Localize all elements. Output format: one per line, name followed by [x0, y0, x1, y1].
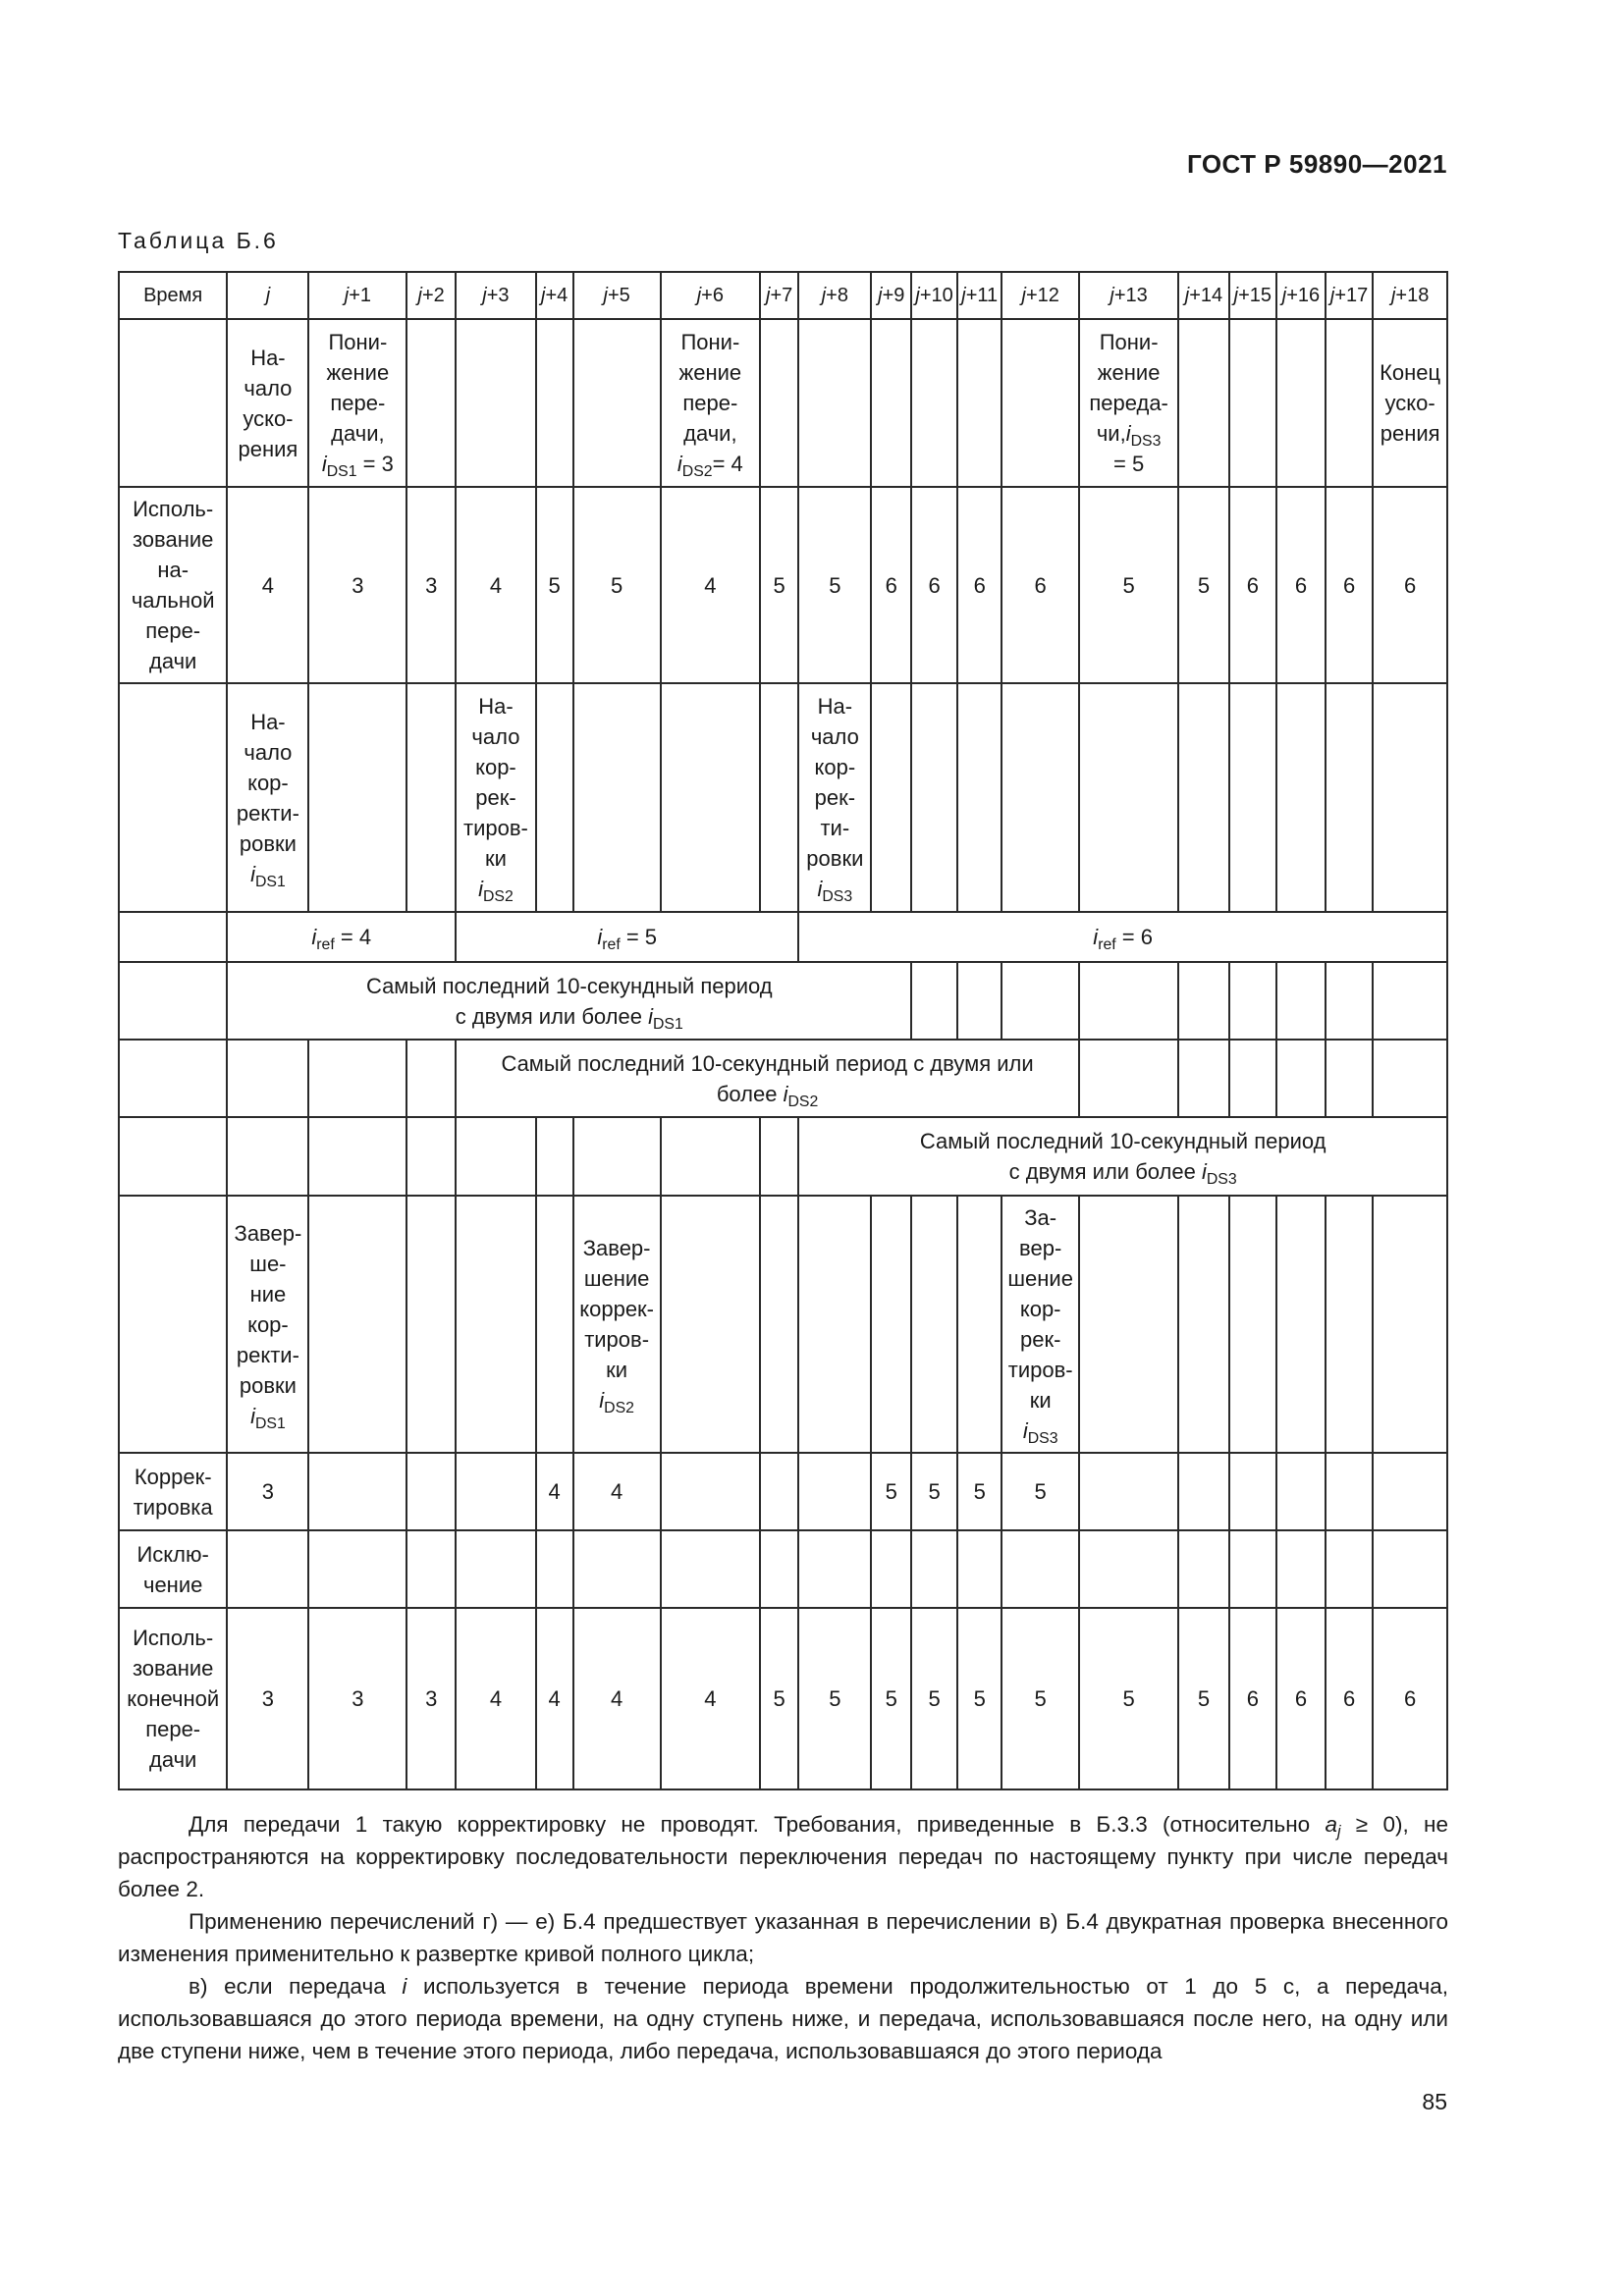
paragraph-2: Применению перечислений г) — е) Б.4 предшествует указанная в перечислении в) Б.4 двукратная проверка внесенного изменения применительно к развертке кривой полного цикла;	[118, 1909, 1448, 1966]
time-column-header	[1079, 272, 1178, 319]
gear-value-cell	[760, 1530, 798, 1608]
period-ds1-cell	[227, 962, 911, 1040]
gear-value-cell	[1178, 1453, 1228, 1530]
gear-value-cell	[456, 1453, 536, 1530]
gear-value-cell	[871, 1530, 911, 1608]
i-var: i	[783, 1081, 788, 1106]
gear-value-cell: 3	[227, 1608, 308, 1789]
gear-value-cell: 3	[227, 1453, 308, 1530]
gear-value-cell: 6	[1373, 1608, 1447, 1789]
gear-value-cell: 4	[456, 487, 536, 683]
gear-value-cell	[798, 1530, 871, 1608]
gear-value-cell	[798, 1453, 871, 1530]
time-column-header	[1178, 272, 1228, 319]
initial-gear-row	[119, 487, 1447, 683]
gear-value-cell	[1079, 1530, 1178, 1608]
gear-value-cell: 3	[308, 487, 406, 683]
accel-start-cell: На- чало уско- рения	[227, 319, 308, 487]
ds1-sub: DS1	[254, 1415, 286, 1432]
ds2-sub: DS2	[482, 888, 514, 905]
time-column-header	[536, 272, 573, 319]
iref-6-cell	[798, 912, 1447, 962]
i-var: i	[599, 1388, 605, 1413]
column-offset: +8	[826, 284, 848, 306]
ds2-sub: DS2	[604, 1400, 634, 1416]
column-offset: +6	[701, 284, 724, 306]
gear-value-cell: 5	[798, 1608, 871, 1789]
j-var: j	[482, 284, 487, 306]
column-offset: +9	[882, 284, 905, 306]
ref-sub: ref	[602, 936, 621, 953]
column-offset: +16	[1286, 284, 1321, 306]
column-offset: +1	[349, 284, 371, 306]
corr-end-ds1-cell	[227, 1196, 308, 1453]
gear-value-cell: 5	[1178, 487, 1228, 683]
gear-value-cell	[308, 1530, 406, 1608]
gear-value-cell	[227, 1530, 308, 1608]
gear-value-cell: 3	[406, 487, 456, 683]
ref-sub: ref	[1098, 936, 1116, 953]
time-column-header	[406, 272, 456, 319]
i-var: i	[597, 925, 603, 949]
downshift-ds3-text: Пони- жение переда- чи,	[1089, 330, 1168, 446]
i-var: i	[648, 1003, 653, 1029]
gear-value-cell: 6	[1229, 1608, 1276, 1789]
time-column-header	[760, 272, 798, 319]
time-column-header	[1326, 272, 1373, 319]
gear-value-cell: 5	[911, 1608, 957, 1789]
j-var: j	[878, 284, 883, 306]
gear-value-cell: 4	[573, 1608, 661, 1789]
ds3-sub: DS3	[1130, 433, 1162, 450]
time-column-header	[308, 272, 406, 319]
gear-value-cell	[661, 1530, 760, 1608]
time-label: Время	[119, 272, 227, 319]
column-offset: +15	[1238, 284, 1272, 306]
i-var: i	[1201, 1159, 1207, 1184]
time-column-header	[1001, 272, 1079, 319]
initial-gear-label: Исполь- зование на- чальной пере- дачи	[119, 487, 227, 683]
p3-end: используется в течение периода времени продолжительностью от 1 до 5 с, а передача, использовавшаяся до этого периода времени, на одну ступень ниже, и передача, использовавшаяся после него, на одну или две ступени ниже, чем в течение этого периода, либо передача, использовавшаяся до этого периода	[118, 1974, 1448, 2063]
gear-value-cell: 4	[661, 1608, 760, 1789]
gear-value-cell	[536, 1530, 573, 1608]
gear-value-cell: 6	[1276, 1608, 1326, 1789]
period-ds3-row	[119, 1117, 1447, 1196]
column-offset: +3	[486, 284, 510, 306]
i-var: i	[1093, 925, 1099, 949]
column-offset: +2	[422, 284, 445, 306]
period-ds3-text: Самый последний 10-секундный период с двумя или более	[919, 1129, 1326, 1184]
gear-value-cell: 6	[871, 487, 911, 683]
j-var: j	[1233, 284, 1239, 306]
gear-value-cell	[1276, 1453, 1326, 1530]
i-var: i	[677, 452, 682, 476]
downshift-ds3-cell	[1079, 319, 1178, 487]
ds1-sub: DS1	[254, 873, 286, 890]
column-offset: +4	[545, 284, 568, 306]
period-ds2-text: Самый последний 10-секундный период с двумя или более	[501, 1050, 1034, 1106]
column-offset: +5	[607, 284, 630, 306]
gear-value-cell	[1373, 1453, 1447, 1530]
gear-value-cell: 6	[1326, 487, 1373, 683]
j-var: j	[541, 284, 546, 306]
gear-value-cell: 5	[1178, 1608, 1228, 1789]
table-caption: Таблица Б.6	[118, 228, 279, 253]
p1-end: ≥ 0), не распространяются на корректировку последовательности переключения передач по настоящему пункту при числе передач более 2.	[118, 1812, 1448, 1901]
j-var: j	[821, 284, 827, 306]
i-var: i	[321, 452, 327, 476]
j-var: j	[961, 284, 966, 306]
i-var: i	[311, 925, 317, 949]
ref-sub: ref	[316, 936, 335, 953]
gear-value-cell	[406, 1453, 456, 1530]
gear-value-cell: 5	[573, 487, 661, 683]
gear-value-cell: 4	[536, 1608, 573, 1789]
correction-label: Коррек- тировка	[119, 1453, 227, 1530]
period-ds2-row	[119, 1040, 1447, 1117]
period-ds2-cell	[456, 1040, 1079, 1117]
time-column-header	[661, 272, 760, 319]
p3-start: в) если передача	[189, 1974, 403, 1999]
i-var: i	[1022, 1418, 1028, 1443]
gear-shift-table	[118, 271, 1448, 1790]
exclusion-row	[119, 1530, 1447, 1608]
i-var: i	[250, 861, 255, 886]
paragraph-3	[118, 1970, 1448, 2067]
final-gear-label: Исполь- зование конечной пере- дачи	[119, 1608, 227, 1789]
gear-value-cell: 6	[957, 487, 1001, 683]
column-offset: +7	[770, 284, 793, 306]
i-var: i	[478, 877, 483, 901]
correction-row	[119, 1453, 1447, 1530]
i-var: i	[250, 1403, 255, 1428]
gear-value-cell: 5	[871, 1608, 911, 1789]
gear-value-cell	[1326, 1530, 1373, 1608]
column-offset: +17	[1334, 284, 1369, 306]
gear-value-cell: 6	[1326, 1608, 1373, 1789]
corr-start-ds1-text: На- чало кор- ректи- ровки	[236, 709, 299, 856]
column-offset: +18	[1395, 284, 1430, 306]
events-label	[119, 319, 227, 487]
gear-value-cell	[1229, 1530, 1276, 1608]
j-sub: j	[1336, 1823, 1341, 1841]
gear-value-cell: 4	[573, 1453, 661, 1530]
corr-start-ds3-cell	[798, 683, 871, 912]
corr-start-ds3-text: На- чало кор- рек- ти- ровки	[806, 694, 864, 871]
j-var: j	[1110, 284, 1114, 306]
ds1-sub: DS1	[326, 463, 357, 480]
period-ds1-row	[119, 962, 1447, 1040]
document-code: ГОСТ Р 59890—2021	[1186, 149, 1447, 179]
gear-value-cell: 5	[871, 1453, 911, 1530]
gear-value-cell: 5	[1079, 487, 1178, 683]
time-column-header	[798, 272, 871, 319]
i-var: i	[1125, 421, 1131, 446]
p1-start: Для передачи 1 такую корректировку не проводят. Требования, приведенные в Б.3.3 (относительно	[189, 1812, 1326, 1837]
events-row	[119, 319, 1447, 487]
gear-value-cell	[1079, 1453, 1178, 1530]
time-column-header	[1276, 272, 1326, 319]
gear-value-cell: 6	[1373, 487, 1447, 683]
j-var: j	[1184, 284, 1190, 306]
j-var: j	[603, 284, 608, 306]
time-column-header	[957, 272, 1001, 319]
time-column-header	[456, 272, 536, 319]
corr-end-ds2-text: Завер- шение коррек- тиров- ки	[579, 1236, 654, 1382]
ds3-eq: = 5	[1113, 452, 1145, 476]
time-column-header	[1229, 272, 1276, 319]
gear-value-cell: 3	[308, 1608, 406, 1789]
ds3-sub: DS3	[1027, 1430, 1058, 1447]
gear-value-cell: 5	[957, 1608, 1001, 1789]
gear-value-cell	[1276, 1530, 1326, 1608]
iref-eq: = 6	[1115, 925, 1153, 949]
body-text	[118, 1808, 1448, 2067]
gear-value-cell	[406, 1530, 456, 1608]
time-column-header	[911, 272, 957, 319]
correction-end-row	[119, 1196, 1447, 1453]
gear-value-cell	[456, 1530, 536, 1608]
corr-start-ds2-cell	[456, 683, 536, 912]
ds1-eq: = 3	[356, 452, 394, 476]
column-offset: +12	[1025, 284, 1059, 306]
j-var: j	[1390, 284, 1396, 306]
paragraph-1	[118, 1808, 1448, 1905]
ds3-sub: DS3	[822, 888, 853, 905]
time-column-header	[871, 272, 911, 319]
ds2-eq: = 4	[712, 452, 743, 476]
j-var: j	[1021, 284, 1026, 306]
ds3-sub: DS3	[1206, 1171, 1237, 1188]
gear-value-cell: 5	[957, 1453, 1001, 1530]
correction-start-row	[119, 683, 1447, 912]
ds1-sub: DS1	[652, 1015, 683, 1033]
gear-value-cell: 5	[760, 1608, 798, 1789]
downshift-ds2-cell	[661, 319, 760, 487]
gear-value-cell: 4	[456, 1608, 536, 1789]
ds2-sub: DS2	[787, 1093, 819, 1110]
corr-end-ds2-cell	[573, 1196, 661, 1453]
corr-end-ds3-text: За- вер- шение кор- рек- тиров- ки	[1007, 1205, 1073, 1413]
downshift-ds1-text: Пони- жение пере- дачи,	[326, 330, 390, 446]
iref-row	[119, 912, 1447, 962]
gear-value-cell	[573, 1530, 661, 1608]
time-header-row	[119, 272, 1447, 319]
column-offset: +10	[919, 284, 953, 306]
gear-value-cell: 3	[406, 1608, 456, 1789]
gear-value-cell: 6	[1229, 487, 1276, 683]
a-var: a	[1325, 1812, 1337, 1837]
gear-value-cell	[1001, 1530, 1079, 1608]
corr-end-ds3-cell	[1001, 1196, 1079, 1453]
j-var: j	[417, 284, 422, 306]
final-gear-row	[119, 1608, 1447, 1789]
gear-value-cell: 5	[911, 1453, 957, 1530]
j-var: j	[1329, 284, 1335, 306]
exclusion-label: Исклю- чение	[119, 1530, 227, 1608]
j-var: j	[265, 284, 271, 306]
j-var: j	[766, 284, 771, 306]
gear-value-cell: 5	[798, 487, 871, 683]
i-var: i	[817, 877, 823, 901]
j-var: j	[915, 284, 920, 306]
page-number: 85	[1422, 2089, 1447, 2114]
gear-value-cell	[760, 1453, 798, 1530]
column-offset: +14	[1189, 284, 1223, 306]
ds2-sub: DS2	[681, 463, 713, 480]
gear-value-cell	[1326, 1453, 1373, 1530]
iref-5-cell	[456, 912, 798, 962]
corr-start-ds2-text: На- чало кор- рек- тиров- ки	[463, 694, 528, 871]
iref-eq: = 4	[334, 925, 372, 949]
gear-value-cell: 6	[1276, 487, 1326, 683]
gear-value-cell	[911, 1530, 957, 1608]
column-offset: +11	[965, 284, 999, 306]
gear-value-cell	[1229, 1453, 1276, 1530]
period-ds3-cell	[798, 1117, 1447, 1196]
time-column-header	[1373, 272, 1447, 319]
gear-value-cell	[308, 1453, 406, 1530]
gear-value-cell: 5	[1079, 1608, 1178, 1789]
gear-value-cell: 5	[536, 487, 573, 683]
downshift-ds2-text: Пони- жение пере- дачи,	[678, 330, 742, 446]
gear-value-cell: 6	[911, 487, 957, 683]
iref-4-cell	[227, 912, 456, 962]
time-column-header	[227, 272, 308, 319]
downshift-ds1-cell	[308, 319, 406, 487]
time-column-header	[573, 272, 661, 319]
gear-value-cell: 4	[661, 487, 760, 683]
j-var: j	[696, 284, 702, 306]
accel-end-cell: Конец уско- рения	[1373, 319, 1447, 487]
gear-value-cell: 5	[1001, 1608, 1079, 1789]
gear-value-cell: 6	[1001, 487, 1079, 683]
j-var: j	[1281, 284, 1287, 306]
gear-value-cell	[1373, 1530, 1447, 1608]
gear-value-cell	[661, 1453, 760, 1530]
gear-value-cell: 4	[536, 1453, 573, 1530]
gear-value-cell: 5	[1001, 1453, 1079, 1530]
gear-value-cell: 5	[760, 487, 798, 683]
i-var: i	[402, 1974, 407, 1999]
j-var: j	[344, 284, 350, 306]
corr-end-ds1-text: Завер- ше- ние кор- ректи- ровки	[234, 1220, 302, 1398]
gear-value-cell: 4	[227, 487, 308, 683]
period-ds1-text: Самый последний 10-секундный период с двумя или более	[365, 973, 773, 1029]
iref-eq: = 5	[620, 925, 658, 949]
corr-start-ds1-cell	[227, 683, 308, 912]
gear-value-cell	[957, 1530, 1001, 1608]
gear-value-cell	[1178, 1530, 1228, 1608]
column-offset: +13	[1113, 284, 1148, 306]
